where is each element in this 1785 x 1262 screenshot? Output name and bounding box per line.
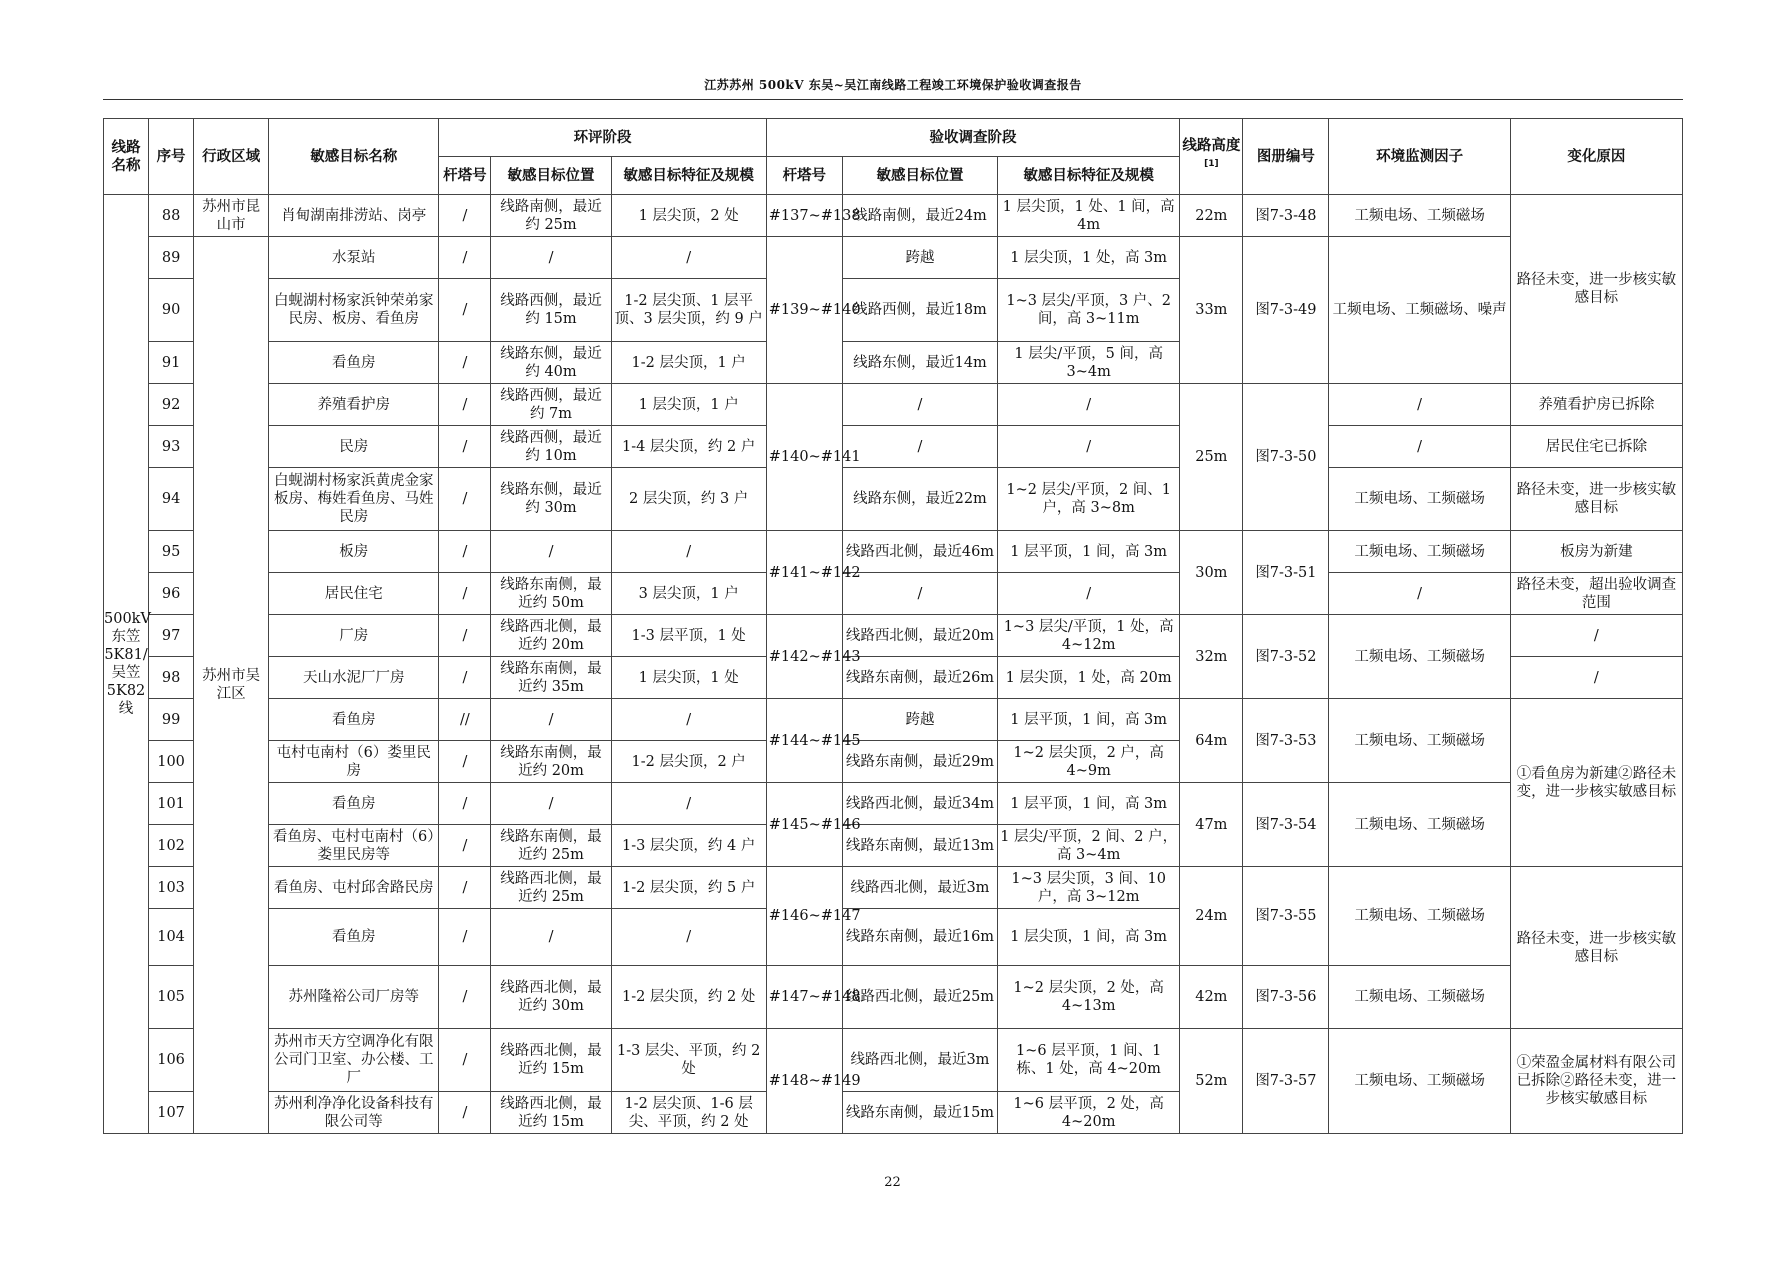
row-eia-position: / bbox=[491, 531, 611, 573]
row-figure-no: 图7-3-51 bbox=[1243, 531, 1329, 615]
header-eia-tower: 杆塔号 bbox=[439, 157, 491, 195]
row-acc-feature: 1 层尖/平顶，5 间，高 3~4m bbox=[998, 342, 1180, 384]
row-monitor-factor: 工频电场、工频磁场 bbox=[1329, 867, 1510, 966]
row-acc-feature: / bbox=[998, 426, 1180, 468]
table-row bbox=[104, 468, 1683, 531]
row-figure-no: 图7-3-53 bbox=[1243, 699, 1329, 783]
header-acceptance-stage: 验收调查阶段 bbox=[766, 119, 1180, 157]
row-eia-feature: 1 层尖顶，1 户 bbox=[611, 384, 766, 426]
row-line-height: 33m bbox=[1180, 237, 1243, 384]
row-figure-no: 图7-3-52 bbox=[1243, 615, 1329, 699]
row-acc-position: 线路西北侧，最近34m bbox=[842, 783, 997, 825]
row-figure-no: 图7-3-56 bbox=[1243, 966, 1329, 1029]
row-change-reason: 路径未变，进一步核实敏感目标 bbox=[1510, 867, 1682, 1029]
row-figure-no: 图7-3-48 bbox=[1243, 195, 1329, 237]
row-target-name: 苏州隆裕公司厂房等 bbox=[269, 966, 439, 1029]
row-eia-feature: 1-3 层平顶，1 处 bbox=[611, 615, 766, 657]
row-monitor-factor: 工频电场、工频磁场 bbox=[1329, 195, 1510, 237]
row-monitor-factor: / bbox=[1329, 426, 1510, 468]
row-acc-feature: 1~6 层平顶，2 处，高 4~20m bbox=[998, 1092, 1180, 1134]
row-eia-tower: / bbox=[439, 468, 491, 531]
row-figure-no: 图7-3-50 bbox=[1243, 384, 1329, 531]
row-line-height: 25m bbox=[1180, 384, 1243, 531]
row-eia-position: 线路东侧，最近约 30m bbox=[491, 468, 611, 531]
row-change-reason: 路径未变，进一步核实敏感目标 bbox=[1510, 468, 1682, 531]
row-target-name: 看鱼房 bbox=[269, 699, 439, 741]
row-line-height: 30m bbox=[1180, 531, 1243, 615]
row-target-name: 养殖看护房 bbox=[269, 384, 439, 426]
row-monitor-factor: / bbox=[1329, 573, 1510, 615]
row-seq: 104 bbox=[149, 909, 194, 966]
row-eia-feature: 1-2 层尖顶、1-6 层尖、平顶，约 2 处 bbox=[611, 1092, 766, 1134]
row-acc-feature: 1~2 层尖/平顶，2 间、1 户，高 3~8m bbox=[998, 468, 1180, 531]
row-eia-position: 线路西北侧，最近约 20m bbox=[491, 615, 611, 657]
page-number: 22 bbox=[884, 1175, 901, 1190]
row-eia-feature: 3 层尖顶，1 户 bbox=[611, 573, 766, 615]
row-seq: 99 bbox=[149, 699, 194, 741]
row-eia-position: 线路西侧，最近约 15m bbox=[491, 279, 611, 342]
district-kunshan: 苏州市昆山市 bbox=[194, 195, 269, 237]
row-eia-tower: / bbox=[439, 237, 491, 279]
header-district: 行政区域 bbox=[194, 119, 269, 195]
row-acc-tower: #141~#142 bbox=[766, 531, 842, 615]
row-seq: 90 bbox=[149, 279, 194, 342]
row-monitor-factor: 工频电场、工频磁场 bbox=[1329, 468, 1510, 531]
row-eia-position: 线路东侧，最近约 40m bbox=[491, 342, 611, 384]
row-eia-feature: 1-2 层尖顶，约 2 处 bbox=[611, 966, 766, 1029]
row-acc-feature: 1~3 层尖/平顶，1 处，高 4~12m bbox=[998, 615, 1180, 657]
row-line-height: 22m bbox=[1180, 195, 1243, 237]
row-seq: 101 bbox=[149, 783, 194, 825]
row-target-name: 苏州市天方空调净化有限公司门卫室、办公楼、工厂 bbox=[269, 1029, 439, 1092]
header-eia-stage: 环评阶段 bbox=[439, 119, 766, 157]
line-name-cell: 500kV东笠5K81/吴笠5K82线 bbox=[104, 195, 149, 1134]
row-figure-no: 图7-3-54 bbox=[1243, 783, 1329, 867]
row-target-name: 板房 bbox=[269, 531, 439, 573]
row-eia-position: / bbox=[491, 699, 611, 741]
row-target-name: 看鱼房、屯村屯南村（6）娄里民房等 bbox=[269, 825, 439, 867]
row-target-name: 肖甸湖南排涝站、岗亭 bbox=[269, 195, 439, 237]
row-eia-feature: 1-3 层尖、平顶，约 2 处 bbox=[611, 1029, 766, 1092]
row-eia-tower: / bbox=[439, 909, 491, 966]
row-eia-tower: // bbox=[439, 699, 491, 741]
row-acc-feature: 1~3 层尖顶，3 间、10 户，高 3~12m bbox=[998, 867, 1180, 909]
sensitive-targets-table-wrapper bbox=[103, 118, 1683, 1134]
row-acc-tower: #142~#143 bbox=[766, 615, 842, 699]
row-seq: 93 bbox=[149, 426, 194, 468]
row-figure-no: 图7-3-49 bbox=[1243, 237, 1329, 384]
row-figure-no: 图7-3-57 bbox=[1243, 1029, 1329, 1134]
table-row bbox=[104, 195, 1683, 237]
row-acc-position: 线路东南侧，最近29m bbox=[842, 741, 997, 783]
row-eia-tower: / bbox=[439, 615, 491, 657]
row-acc-feature: 1 层平顶，1 间，高 3m bbox=[998, 699, 1180, 741]
row-eia-feature: 1-2 层尖顶、1 层平顶、3 层尖顶，约 9 户 bbox=[611, 279, 766, 342]
header-line-height bbox=[1180, 119, 1243, 195]
row-seq: 102 bbox=[149, 825, 194, 867]
row-monitor-factor: 工频电场、工频磁场 bbox=[1329, 966, 1510, 1029]
row-eia-feature: 1-2 层尖顶，2 户 bbox=[611, 741, 766, 783]
row-eia-tower: / bbox=[439, 384, 491, 426]
row-eia-position: / bbox=[491, 237, 611, 279]
row-eia-feature: 1-4 层尖顶，约 2 户 bbox=[611, 426, 766, 468]
header-acc-tower: 杆塔号 bbox=[766, 157, 842, 195]
header-change-reason: 变化原因 bbox=[1510, 119, 1682, 195]
row-acc-tower: #147~#148 bbox=[766, 966, 842, 1029]
row-eia-tower: / bbox=[439, 783, 491, 825]
row-change-reason: ①看鱼房为新建②路径未变，进一步核实敏感目标 bbox=[1510, 699, 1682, 867]
row-eia-tower: / bbox=[439, 342, 491, 384]
row-seq: 92 bbox=[149, 384, 194, 426]
row-acc-position: 线路西北侧，最近3m bbox=[842, 1029, 997, 1092]
row-eia-tower: / bbox=[439, 279, 491, 342]
row-eia-feature: 2 层尖顶，约 3 户 bbox=[611, 468, 766, 531]
row-monitor-factor: 工频电场、工频磁场 bbox=[1329, 615, 1510, 699]
row-line-height: 42m bbox=[1180, 966, 1243, 1029]
row-acc-position: / bbox=[842, 384, 997, 426]
row-acc-feature: 1 层尖顶，1 处，高 3m bbox=[998, 237, 1180, 279]
row-eia-tower: / bbox=[439, 1092, 491, 1134]
row-acc-tower: #145~#146 bbox=[766, 783, 842, 867]
row-acc-feature: 1~3 层尖/平顶，3 户、2 间，高 3~11m bbox=[998, 279, 1180, 342]
row-change-reason: ①荣盈金属材料有限公司已拆除②路径未变，进一步核实敏感目标 bbox=[1510, 1029, 1682, 1134]
row-target-name: 看鱼房 bbox=[269, 909, 439, 966]
row-seq: 105 bbox=[149, 966, 194, 1029]
row-seq: 106 bbox=[149, 1029, 194, 1092]
row-eia-feature: 1 层尖顶，2 处 bbox=[611, 195, 766, 237]
row-monitor-factor: 工频电场、工频磁场、噪声 bbox=[1329, 237, 1510, 384]
table-row bbox=[104, 1029, 1683, 1092]
row-target-name: 苏州利净净化设备科技有限公司等 bbox=[269, 1092, 439, 1134]
row-acc-feature: 1~6 层平顶，1 间、1 栋、1 处，高 4~20m bbox=[998, 1029, 1180, 1092]
row-acc-position: 线路东侧，最近14m bbox=[842, 342, 997, 384]
row-eia-tower: / bbox=[439, 966, 491, 1029]
header-figure-no: 图册编号 bbox=[1243, 119, 1329, 195]
table-row bbox=[104, 384, 1683, 426]
row-seq: 97 bbox=[149, 615, 194, 657]
row-line-height: 52m bbox=[1180, 1029, 1243, 1134]
row-acc-feature: 1~2 层尖顶，2 户，高 4~9m bbox=[998, 741, 1180, 783]
row-acc-feature: 1~2 层尖顶，2 处，高 4~13m bbox=[998, 966, 1180, 1029]
row-acc-position: 线路东南侧，最近26m bbox=[842, 657, 997, 699]
row-eia-position: 线路西侧，最近约 7m bbox=[491, 384, 611, 426]
header-eia-position: 敏感目标位置 bbox=[491, 157, 611, 195]
header-target-name: 敏感目标名称 bbox=[269, 119, 439, 195]
row-acc-tower: #144~#145 bbox=[766, 699, 842, 783]
row-eia-position: 线路西北侧，最近约 15m bbox=[491, 1092, 611, 1134]
row-eia-feature: / bbox=[611, 237, 766, 279]
row-seq: 94 bbox=[149, 468, 194, 531]
row-change-reason: 居民住宅已拆除 bbox=[1510, 426, 1682, 468]
sensitive-targets-table bbox=[103, 118, 1683, 1134]
header-acc-position: 敏感目标位置 bbox=[842, 157, 997, 195]
row-eia-feature: / bbox=[611, 699, 766, 741]
header-line-height-note: [1] bbox=[1204, 158, 1219, 169]
row-acc-position: 线路西北侧，最近20m bbox=[842, 615, 997, 657]
row-acc-feature: 1 层尖顶，1 处、1 间，高 4m bbox=[998, 195, 1180, 237]
row-acc-position: 线路东南侧，最近15m bbox=[842, 1092, 997, 1134]
row-acc-tower: #148~#149 bbox=[766, 1029, 842, 1134]
row-eia-feature: / bbox=[611, 783, 766, 825]
row-eia-feature: / bbox=[611, 909, 766, 966]
row-acc-feature: 1 层尖顶，1 处，高 20m bbox=[998, 657, 1180, 699]
row-acc-position: 线路西北侧，最近25m bbox=[842, 966, 997, 1029]
row-eia-position: 线路东南侧，最近约 50m bbox=[491, 573, 611, 615]
header-monitor-factor: 环境监测因子 bbox=[1329, 119, 1510, 195]
row-target-name: 厂房 bbox=[269, 615, 439, 657]
table-row bbox=[104, 237, 1683, 279]
row-eia-tower: / bbox=[439, 573, 491, 615]
row-monitor-factor: 工频电场、工频磁场 bbox=[1329, 531, 1510, 573]
row-acc-feature: 1 层平顶，1 间，高 3m bbox=[998, 783, 1180, 825]
row-eia-position: 线路西北侧，最近约 30m bbox=[491, 966, 611, 1029]
header-divider bbox=[103, 99, 1683, 100]
row-target-name: 民房 bbox=[269, 426, 439, 468]
row-eia-position: 线路西侧，最近约 10m bbox=[491, 426, 611, 468]
row-line-height: 64m bbox=[1180, 699, 1243, 783]
row-change-reason: / bbox=[1510, 615, 1682, 657]
row-eia-position: 线路东南侧，最近约 25m bbox=[491, 825, 611, 867]
row-acc-position: 线路南侧，最近24m bbox=[842, 195, 997, 237]
row-seq: 91 bbox=[149, 342, 194, 384]
row-acc-tower: #137~#138 bbox=[766, 195, 842, 237]
row-acc-position: 线路东南侧，最近13m bbox=[842, 825, 997, 867]
row-acc-feature: 1 层尖/平顶，2 间、2 户，高 3~4m bbox=[998, 825, 1180, 867]
row-acc-feature: 1 层尖顶，1 间，高 3m bbox=[998, 909, 1180, 966]
row-seq: 100 bbox=[149, 741, 194, 783]
row-change-reason: 路径未变，进一步核实敏感目标 bbox=[1510, 195, 1682, 384]
row-seq: 98 bbox=[149, 657, 194, 699]
row-eia-position: 线路南侧，最近约 25m bbox=[491, 195, 611, 237]
row-eia-position: / bbox=[491, 909, 611, 966]
row-eia-position: 线路西北侧，最近约 25m bbox=[491, 867, 611, 909]
table-row bbox=[104, 867, 1683, 909]
row-change-reason: 板房为新建 bbox=[1510, 531, 1682, 573]
row-eia-tower: / bbox=[439, 741, 491, 783]
row-eia-feature: 1 层尖顶，1 处 bbox=[611, 657, 766, 699]
table-row bbox=[104, 783, 1683, 825]
row-acc-position: / bbox=[842, 426, 997, 468]
row-eia-position: 线路东南侧，最近约 35m bbox=[491, 657, 611, 699]
row-eia-feature: / bbox=[611, 531, 766, 573]
table-row bbox=[104, 615, 1683, 657]
row-monitor-factor: 工频电场、工频磁场 bbox=[1329, 783, 1510, 867]
table-body bbox=[104, 195, 1683, 1134]
row-acc-position: 跨越 bbox=[842, 699, 997, 741]
row-seq: 95 bbox=[149, 531, 194, 573]
page-header-title: 江苏苏州 500kV 东吴~吴江南线路工程竣工环境保护验收调查报告 bbox=[704, 78, 1082, 92]
row-target-name: 白蚬湖村杨家浜黄虎金家板房、梅姓看鱼房、马姓民房 bbox=[269, 468, 439, 531]
row-seq: 107 bbox=[149, 1092, 194, 1134]
row-change-reason: 路径未变，超出验收调查范围 bbox=[1510, 573, 1682, 615]
table-row bbox=[104, 966, 1683, 1029]
row-seq: 89 bbox=[149, 237, 194, 279]
row-eia-feature: 1-2 层尖顶，1 户 bbox=[611, 342, 766, 384]
row-seq: 88 bbox=[149, 195, 194, 237]
row-target-name: 白蚬湖村杨家浜钟荣弟家民房、板房、看鱼房 bbox=[269, 279, 439, 342]
row-eia-tower: / bbox=[439, 867, 491, 909]
row-acc-tower: #139~#140 bbox=[766, 237, 842, 384]
row-eia-tower: / bbox=[439, 426, 491, 468]
row-acc-feature: 1 层平顶，1 间，高 3m bbox=[998, 531, 1180, 573]
row-eia-tower: / bbox=[439, 195, 491, 237]
row-target-name: 居民住宅 bbox=[269, 573, 439, 615]
row-seq: 103 bbox=[149, 867, 194, 909]
row-target-name: 看鱼房 bbox=[269, 783, 439, 825]
row-acc-position: / bbox=[842, 573, 997, 615]
row-acc-feature: / bbox=[998, 573, 1180, 615]
row-eia-feature: 1-2 层尖顶，约 5 户 bbox=[611, 867, 766, 909]
row-eia-position: 线路西北侧，最近约 15m bbox=[491, 1029, 611, 1092]
district-wujiang: 苏州市吴江区 bbox=[194, 237, 269, 1134]
table-row bbox=[104, 426, 1683, 468]
row-seq: 96 bbox=[149, 573, 194, 615]
header-line-name: 线路名称 bbox=[104, 119, 149, 195]
row-eia-tower: / bbox=[439, 531, 491, 573]
row-acc-feature: / bbox=[998, 384, 1180, 426]
table-row bbox=[104, 699, 1683, 741]
table-row bbox=[104, 531, 1683, 573]
row-target-name: 水泵站 bbox=[269, 237, 439, 279]
row-line-height: 24m bbox=[1180, 867, 1243, 966]
row-eia-position: / bbox=[491, 783, 611, 825]
row-line-height: 47m bbox=[1180, 783, 1243, 867]
row-eia-feature: 1-3 层尖顶，约 4 户 bbox=[611, 825, 766, 867]
row-figure-no: 图7-3-55 bbox=[1243, 867, 1329, 966]
row-acc-position: 跨越 bbox=[842, 237, 997, 279]
header-acc-feature: 敏感目标特征及规模 bbox=[998, 157, 1180, 195]
row-change-reason: 养殖看护房已拆除 bbox=[1510, 384, 1682, 426]
row-eia-tower: / bbox=[439, 1029, 491, 1092]
table-row bbox=[104, 573, 1683, 615]
row-acc-tower: #146~#147 bbox=[766, 867, 842, 966]
header-seq: 序号 bbox=[149, 119, 194, 195]
row-acc-position: 线路东南侧，最近16m bbox=[842, 909, 997, 966]
row-line-height: 32m bbox=[1180, 615, 1243, 699]
row-change-reason: / bbox=[1510, 657, 1682, 699]
row-monitor-factor: 工频电场、工频磁场 bbox=[1329, 699, 1510, 783]
row-target-name: 看鱼房 bbox=[269, 342, 439, 384]
row-eia-tower: / bbox=[439, 657, 491, 699]
row-monitor-factor: / bbox=[1329, 384, 1510, 426]
row-target-name: 屯村屯南村（6）娄里民房 bbox=[269, 741, 439, 783]
row-acc-position: 线路东侧，最近22m bbox=[842, 468, 997, 531]
row-target-name: 天山水泥厂厂房 bbox=[269, 657, 439, 699]
row-eia-position: 线路东南侧，最近约 20m bbox=[491, 741, 611, 783]
header-eia-feature: 敏感目标特征及规模 bbox=[611, 157, 766, 195]
header-line-height-label: 线路高度 bbox=[1182, 137, 1241, 154]
row-acc-position: 线路西侧，最近18m bbox=[842, 279, 997, 342]
row-acc-position: 线路西北侧，最近46m bbox=[842, 531, 997, 573]
row-eia-tower: / bbox=[439, 825, 491, 867]
row-monitor-factor: 工频电场、工频磁场 bbox=[1329, 1029, 1510, 1134]
row-acc-position: 线路西北侧，最近3m bbox=[842, 867, 997, 909]
row-acc-tower: #140~#141 bbox=[766, 384, 842, 531]
row-target-name: 看鱼房、屯村邱舍路民房 bbox=[269, 867, 439, 909]
